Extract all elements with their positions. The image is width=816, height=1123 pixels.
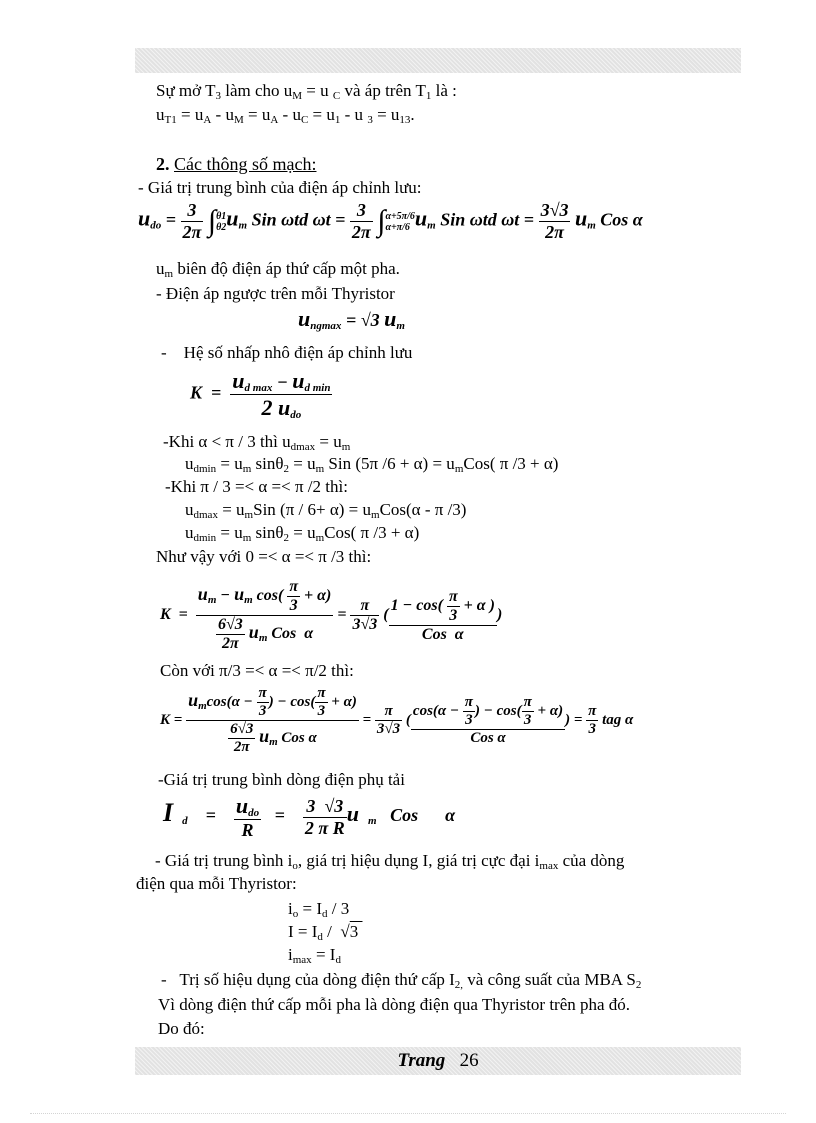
- text-reverse-voltage: - Điện áp ngược trên mỗi Thyristor: [156, 284, 395, 303]
- header-band: [135, 48, 741, 73]
- equation-ungmax: $u_{ngmax} = √3$ $u_m$: [298, 306, 405, 332]
- equation-udo: $u_{do}$ = $\frac{3}{2\pi}$ ∫ θ1 θ2 $u_m$ Sin ωtd ωt = $\frac{3}{2\pi}$ ∫ α+5π/6 α+π/6 $u_m$ Sin ωtd ωt = $\frac{3√3}{2\pi}$ $u_m$ Cos α: [138, 200, 643, 242]
- text-still-with: Còn với π/3 =< α =< π/2 thì:: [160, 661, 354, 680]
- bottom-divider: [30, 1113, 786, 1114]
- text-udmax-2: $u_{dmax} = u_mSin$ $(\pi / 6+ \alpha) = u_mCos(\alpha - \pi$ /3): [185, 500, 467, 521]
- equation-id: I $_d$ = $\frac{u_{do}}{R}$ = $\frac{3 √3}{\text{2 π R}}$ u $_m$ Cos α: [163, 793, 456, 840]
- text-so-with: Như vậy với 0 =< α =< π /3 thì:: [156, 547, 372, 566]
- section-title: 2. Các thông số mạch:: [156, 154, 317, 174]
- text-rms-secondary: - Trị số hiệu dụng của dòng điện thứ cấp $I_{2,}$ và công suất của MBA $S_2$: [161, 970, 642, 991]
- text-case2: -Khi π / 3 =< α =< π /2 thì:: [165, 477, 348, 496]
- text-avg-voltage: - Giá trị trung bình của điện áp chỉnh lưu:: [138, 178, 422, 197]
- text-therefore: Do đó:: [158, 1019, 205, 1038]
- equation-k2: K = $u_m\cos(\alpha$ − $\frac{\pi}{3}$ ) − cos( $\frac{\pi}{3}$ + α) $\frac{6√3}{2\pi}$ $u_m$ Cos α = $\frac{\pi}{3√3}$ ( cos(α − $\frac{\pi}{3}$ ) − cos( $\frac{\pi}{3}$ + α) Cos α ) = $\frac{\pi}{3}$ tag α: [160, 685, 634, 755]
- text-line-ut1: $u_{T1} = u_A - u_M = u_A - u_C = u_1 - u$ $_3 = u_{13}$.: [156, 105, 415, 126]
- footer-band: [135, 1047, 741, 1075]
- text-because: Vì dòng điện thứ cấp mỗi pha là dòng điện qua Thyristor trên pha đó.: [158, 995, 631, 1014]
- page-number: 26: [459, 1050, 479, 1071]
- equation-ripple-k: K = $\frac{u_{d max} - u_{d min}}{2 u_{do}}$: [190, 368, 331, 421]
- text-ripple: - Hệ số nhấp nhô điện áp chỉnh lưu: [161, 343, 413, 362]
- text-line-t3: Sự mở $T_3$ làm cho $u_M = u$ $_C$ và áp trên $T_1$ là :: [156, 81, 457, 102]
- text-um: $u_m$ biên độ điện áp thứ cấp một pha.: [156, 259, 400, 280]
- text-thyristor-current-cont: điện qua mỗi Thyristor:: [136, 874, 297, 893]
- text-udmin-2: $u_{dmin} = u_m$ $\sin\theta_2 = u_mCos$( π /3 + α): [185, 523, 420, 544]
- text-udmin-1: $u_{dmin} = u_m$ $\sin\theta_2 = u_m$ Sin (5π $/6 + \alpha) = u_mCos$( π /3 + α): [185, 454, 559, 475]
- text-thyristor-current: - Giá trị trung bình $i_o$, giá trị hiệu dụng I, giá trị cực đại $i_{max}$ của dòng: [155, 851, 625, 872]
- text-io: $i_o = I_d / 3$: [288, 899, 350, 920]
- text-case1: -Khi α < π / 3 thì $u_{dmax} = u_m$: [163, 432, 351, 453]
- text-avg-load-current: -Giá trị trung bình dòng điện phụ tải: [158, 770, 405, 789]
- text-irms: $I = I_d / √3$: [288, 922, 363, 943]
- text-imax: $i_{max} = I_d$: [288, 945, 341, 966]
- footer-label: Trang: [397, 1050, 446, 1071]
- equation-k1: K = $u_m - u_m$ cos( $\frac{\pi}{3}$ + α) $\frac{6√3}{2\pi}$ $u_m$ Cos α = $\frac{\pi}{3√3}$ ( 1 − cos( $\frac{\pi}{3}$ + α ) Cos α ): [160, 578, 503, 652]
